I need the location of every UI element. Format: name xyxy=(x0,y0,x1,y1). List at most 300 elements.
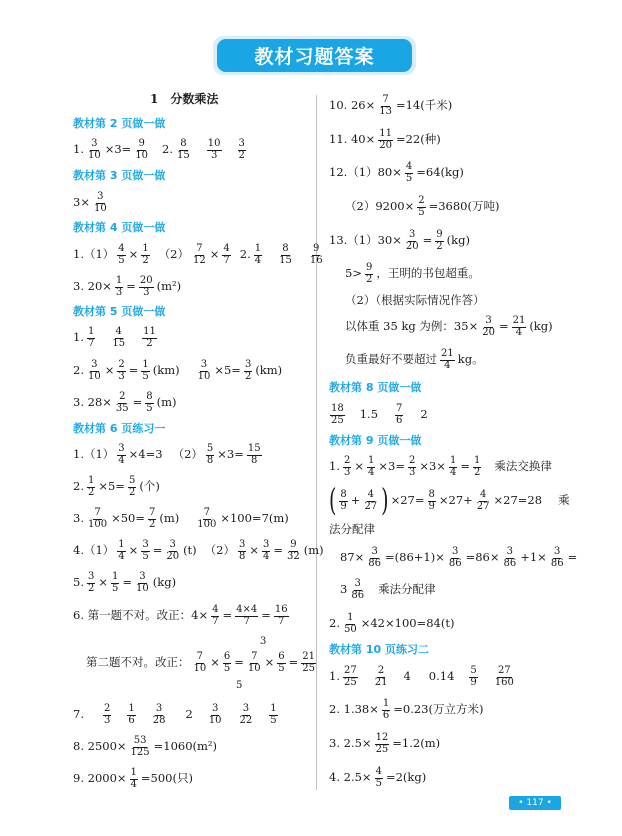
text-run: × xyxy=(354,459,364,474)
denominator: 2 xyxy=(146,337,153,349)
numerator: 20 xyxy=(139,275,153,286)
text-run: (km) xyxy=(152,363,180,378)
numerator: 3 xyxy=(155,703,163,714)
text-run: =64(kg) xyxy=(416,165,464,180)
text-run: =3680(万吨) xyxy=(428,199,500,214)
fraction xyxy=(503,547,518,569)
text-run: ×3= xyxy=(104,142,132,157)
numerator: 53 xyxy=(133,735,147,746)
text-run: 7. xyxy=(73,707,84,722)
text-run: × xyxy=(128,247,139,262)
text-run: ×5= xyxy=(98,479,125,494)
text-run: = xyxy=(222,608,233,623)
denominator: 22 xyxy=(239,714,253,726)
text-run: 3 xyxy=(340,582,348,597)
numerator: 4 xyxy=(375,766,382,777)
answer-line xyxy=(340,546,577,570)
text-run: 3. 20× xyxy=(73,279,112,294)
numerator: 4 xyxy=(115,326,122,337)
text-run: (m²) xyxy=(156,279,182,294)
denominator: 15 xyxy=(177,149,190,161)
numerator: 4 xyxy=(367,489,374,500)
numerator: 1 xyxy=(254,243,262,254)
numerator: 3 xyxy=(354,578,361,589)
text-run: 5> xyxy=(345,266,362,281)
fraction xyxy=(550,547,565,569)
fraction xyxy=(247,444,262,466)
text-run: = xyxy=(152,543,163,558)
numerator: 5 xyxy=(470,665,477,676)
fraction xyxy=(115,276,123,298)
numerator: 1 xyxy=(87,475,95,486)
text-run: (m) xyxy=(156,395,177,410)
numerator: 1 xyxy=(142,243,149,254)
fraction xyxy=(262,540,270,562)
numerator: 7 xyxy=(396,403,403,414)
denominator: 3 xyxy=(408,466,416,478)
answer-line xyxy=(329,94,452,118)
fraction xyxy=(87,139,102,161)
numerator: 9 xyxy=(436,229,443,240)
answer-line: （2）（根据实际情况作答） xyxy=(345,293,485,308)
stray-digit: 3 xyxy=(260,636,267,647)
numerator: 1 xyxy=(347,612,354,623)
text-run: 2 xyxy=(185,707,193,722)
fraction xyxy=(494,666,515,688)
text-run: + xyxy=(350,493,361,508)
fraction xyxy=(339,490,347,512)
numerator: 4 xyxy=(223,243,230,254)
text-run: 8. 2500× xyxy=(73,739,127,754)
fraction xyxy=(127,704,135,726)
answer-line xyxy=(329,229,470,253)
numerator: 2 xyxy=(408,455,416,466)
numerator: 18 xyxy=(331,403,344,414)
text-run: (m) xyxy=(159,511,180,526)
text-run: = xyxy=(273,543,284,558)
fraction xyxy=(152,704,167,726)
text-run: ×50= xyxy=(111,511,145,526)
text-run: = xyxy=(460,459,470,474)
denominator: 9 xyxy=(340,500,347,512)
numerator: 9 xyxy=(313,243,320,254)
fraction xyxy=(87,572,95,594)
denominator: 3 xyxy=(103,714,111,726)
fraction xyxy=(440,349,455,371)
numerator: 1 xyxy=(115,275,123,286)
denominator: 8 xyxy=(251,454,258,466)
numerator: 4 xyxy=(118,243,125,254)
text-run: 2. xyxy=(162,142,174,157)
numerator: 3 xyxy=(139,571,146,582)
text-run: × xyxy=(98,575,108,590)
text-run: 0.14 xyxy=(428,669,455,684)
section-heading: 教材第 4 页做一做 xyxy=(73,221,166,234)
denominator: 8 xyxy=(239,550,246,562)
text-run: 10. 26× xyxy=(329,98,376,113)
text-run: ×5= xyxy=(214,363,241,378)
denominator: 86 xyxy=(550,557,564,569)
text-run: × xyxy=(104,363,115,378)
fraction xyxy=(196,508,217,530)
numerator: 7 xyxy=(196,651,204,662)
text-run: (m) xyxy=(303,543,324,558)
numerator: 1 xyxy=(142,359,149,370)
denominator: 25 xyxy=(331,414,344,426)
fraction xyxy=(117,360,125,382)
fraction xyxy=(128,476,136,498)
numerator: 27 xyxy=(497,665,511,676)
text-run: 2. 1.38× xyxy=(329,702,379,717)
chapter-title: 1 分数乘法 xyxy=(150,92,219,106)
fraction xyxy=(254,244,262,266)
denominator: 3 xyxy=(343,466,351,478)
text-run: +1× xyxy=(520,550,547,565)
text-run: 3. xyxy=(73,511,84,526)
numerator: 1 xyxy=(118,539,125,550)
text-run: ×4=3 xyxy=(128,447,163,462)
stray-digit: 5 xyxy=(236,680,243,691)
answer-line xyxy=(73,359,282,383)
denominator: 2 xyxy=(238,149,245,161)
numerator: 21 xyxy=(302,651,316,662)
fraction xyxy=(350,579,365,601)
numerator: 4 xyxy=(405,161,413,172)
text-run: 3. 2.5× xyxy=(329,736,372,751)
denominator: 6 xyxy=(382,709,390,721)
answer-line xyxy=(73,703,279,727)
answer-line xyxy=(345,195,499,219)
denominator: 7 xyxy=(212,615,219,627)
answer-line xyxy=(329,665,516,689)
text-run: 1.（1） xyxy=(73,447,115,462)
fraction xyxy=(417,196,425,218)
answer-line xyxy=(73,571,176,595)
fraction xyxy=(193,652,208,674)
answer-line xyxy=(73,475,160,499)
numerator: 2 xyxy=(119,391,126,402)
text-run: 乘 xyxy=(558,493,570,508)
fraction xyxy=(278,244,293,266)
denominator: 16 xyxy=(309,254,323,266)
answer-line xyxy=(73,443,263,467)
section-heading: 教材第 9 页做一做 xyxy=(329,434,422,447)
numerator: 4 xyxy=(479,489,487,500)
answer-line xyxy=(329,403,428,427)
fraction xyxy=(301,652,316,674)
fraction xyxy=(206,444,214,466)
denominator: 12 xyxy=(193,254,206,266)
fraction xyxy=(142,327,157,349)
fraction xyxy=(111,572,119,594)
fraction xyxy=(93,192,108,214)
fraction xyxy=(223,652,231,674)
fraction xyxy=(135,572,150,594)
section-heading: 教材第 6 页练习一 xyxy=(73,422,166,435)
text-run: =86× xyxy=(465,550,500,565)
numerator: 5 xyxy=(206,443,214,454)
denominator: 2 xyxy=(87,582,95,594)
text-run: 乘法分配律 xyxy=(378,582,436,597)
answer-line xyxy=(329,482,570,518)
numerator: 8 xyxy=(340,489,347,500)
answer-line xyxy=(329,161,464,185)
numerator: 2 xyxy=(377,665,385,676)
fraction xyxy=(374,666,389,688)
page-number: • 117 • xyxy=(509,796,561,810)
text-run: ×100=7(m) xyxy=(220,511,289,526)
denominator: 5 xyxy=(142,370,149,382)
fraction xyxy=(365,263,373,285)
text-run: 12.（1）80× xyxy=(329,165,402,180)
denominator: 2 xyxy=(148,518,156,530)
text-run: （2）9200× xyxy=(345,199,415,214)
denominator: 4 xyxy=(254,254,262,266)
section-heading: 教材第 2 页做一做 xyxy=(73,117,166,130)
denominator: 20 xyxy=(405,240,419,252)
fraction xyxy=(330,404,345,426)
text-run: ) xyxy=(381,482,389,518)
denominator: 10 xyxy=(93,202,107,214)
numerator: 7 xyxy=(251,651,258,662)
denominator: 10 xyxy=(136,582,149,594)
fraction xyxy=(367,547,382,569)
fraction xyxy=(117,540,125,562)
denominator: 9 xyxy=(470,676,477,688)
fraction xyxy=(141,244,149,266)
fraction xyxy=(405,230,420,252)
numerator: 3 xyxy=(371,546,378,557)
answer-line xyxy=(73,191,109,215)
text-run: (kg) xyxy=(152,575,177,590)
denominator: 8 xyxy=(206,454,214,466)
fraction xyxy=(208,704,223,726)
text-run: × xyxy=(264,655,275,670)
fraction xyxy=(197,360,212,382)
numerator: 1 xyxy=(270,703,277,714)
denominator: 13 xyxy=(379,105,392,117)
denominator: 4 xyxy=(444,359,451,371)
fraction xyxy=(473,456,481,478)
numerator: 1 xyxy=(112,571,119,582)
text-run: =22(种) xyxy=(395,132,441,147)
numerator: 8 xyxy=(146,391,153,402)
numerator: 1 xyxy=(473,455,481,466)
fraction xyxy=(375,767,383,789)
denominator: 25 xyxy=(343,676,357,688)
fraction xyxy=(277,652,285,674)
text-run: ×3= xyxy=(378,459,405,474)
fraction xyxy=(176,139,191,161)
fraction xyxy=(111,327,126,349)
text-run: 87× xyxy=(340,550,365,565)
numerator: 1 xyxy=(449,455,457,466)
answer-line: 法分配律 xyxy=(329,522,375,537)
text-run: 4.（1） xyxy=(73,543,115,558)
denominator: 32 xyxy=(287,550,300,562)
denominator: 20 xyxy=(166,550,180,562)
fraction xyxy=(238,139,246,161)
denominator: 125 xyxy=(130,746,150,758)
text-run: 1. xyxy=(329,459,340,474)
text-run: × xyxy=(249,543,260,558)
numerator: 3 xyxy=(485,315,492,326)
denominator: 7 xyxy=(243,615,250,627)
fraction xyxy=(87,476,95,498)
numerator: 3 xyxy=(409,229,416,240)
answer-line xyxy=(329,732,440,756)
fraction xyxy=(134,139,149,161)
denominator: 21 xyxy=(374,676,388,688)
text-run: 1.5 xyxy=(359,407,379,422)
fraction xyxy=(165,540,180,562)
answer-line xyxy=(73,767,193,791)
numerator: 1 xyxy=(368,455,375,466)
denominator: 27 xyxy=(476,500,490,512)
fraction xyxy=(103,704,111,726)
fraction xyxy=(378,95,393,117)
denominator: 86 xyxy=(368,557,382,569)
denominator: 5 xyxy=(418,206,425,218)
fraction xyxy=(428,490,436,512)
numerator: 3 xyxy=(169,539,176,550)
text-run: 乘法交换律 xyxy=(494,459,552,474)
denominator: 100 xyxy=(197,518,217,530)
fraction xyxy=(378,129,393,151)
fraction xyxy=(145,392,153,414)
denominator: 4 xyxy=(263,550,270,562)
numerator: 3 xyxy=(200,359,208,370)
answer-line xyxy=(73,138,247,162)
text-run: ，王明的书包超重。 xyxy=(376,266,480,281)
numerator: 7 xyxy=(148,507,156,518)
denominator: 3 xyxy=(115,286,123,298)
text-run: （2） xyxy=(158,247,190,262)
numerator: 4 xyxy=(212,604,219,615)
text-run: 以体重 35 kg 为例：35× xyxy=(345,319,479,334)
text-run: = xyxy=(422,233,433,248)
numerator: 3 xyxy=(506,546,514,557)
text-run: 2. xyxy=(73,363,84,378)
text-run: = xyxy=(128,363,139,378)
answer-line xyxy=(73,507,289,531)
text-run: ×27+ xyxy=(438,493,473,508)
answer-line xyxy=(329,766,426,790)
numerator: 8 xyxy=(428,489,435,500)
section-heading: 教材第 8 页做一做 xyxy=(329,381,422,394)
text-run: = xyxy=(261,608,271,623)
fraction xyxy=(512,316,527,338)
fraction xyxy=(238,540,246,562)
numerator: 7 xyxy=(203,507,210,518)
denominator: 4 xyxy=(515,326,523,338)
denominator: 86 xyxy=(351,589,365,601)
numerator: 1 xyxy=(87,326,95,337)
numerator: 15 xyxy=(247,443,261,454)
numerator: 11 xyxy=(143,326,156,337)
denominator: 27 xyxy=(364,500,378,512)
denominator: 5 xyxy=(118,254,125,266)
answer-line xyxy=(73,326,158,350)
numerator: 7 xyxy=(196,243,203,254)
text-run: 3. 28× xyxy=(73,395,112,410)
text-run: 6. 第一题不对。改正：4× xyxy=(73,608,209,623)
fraction xyxy=(222,244,230,266)
fraction xyxy=(481,316,496,338)
answer-line xyxy=(345,315,553,339)
fraction xyxy=(382,699,390,721)
text-run: 2. xyxy=(239,247,251,262)
fraction xyxy=(130,736,151,758)
fraction xyxy=(207,139,222,161)
text-run: (kg) xyxy=(529,319,553,334)
answer-line xyxy=(345,262,480,286)
denominator: 7 xyxy=(223,254,230,266)
answer-line xyxy=(86,651,317,675)
fraction xyxy=(408,456,416,478)
text-run: (kg) xyxy=(446,233,470,248)
text-run: ×27= xyxy=(390,493,425,508)
numerator: 2 xyxy=(103,703,111,714)
numerator: 7 xyxy=(94,507,101,518)
denominator: 10 xyxy=(135,149,149,161)
fraction xyxy=(87,327,95,349)
numerator: 4×4 xyxy=(236,604,258,615)
text-run: = xyxy=(288,655,299,670)
text-run: ×3× xyxy=(419,459,446,474)
denominator: 5 xyxy=(405,172,413,184)
numerator: 3 xyxy=(239,539,246,550)
fraction xyxy=(117,444,125,466)
text-run: ( xyxy=(329,482,337,518)
numerator: 3 xyxy=(142,539,149,550)
fraction xyxy=(448,547,463,569)
text-run: =14(千米) xyxy=(395,98,453,113)
numerator: 3 xyxy=(211,703,219,714)
fraction xyxy=(375,733,390,755)
text-run: 负重最好不要超过 xyxy=(345,352,437,367)
fraction xyxy=(244,360,252,382)
numerator: 5 xyxy=(128,475,136,486)
numerator: 27 xyxy=(343,665,357,676)
denominator: 86 xyxy=(448,557,462,569)
fraction xyxy=(286,540,301,562)
answer-line xyxy=(329,128,441,152)
denominator: 6 xyxy=(128,714,135,726)
denominator: 15 xyxy=(112,337,126,349)
numerator: 9 xyxy=(138,138,145,149)
fraction xyxy=(476,490,491,512)
denominator: 4 xyxy=(368,466,375,478)
text-run: 第二题不对。改正： xyxy=(86,655,190,670)
text-run: 1. xyxy=(329,669,340,684)
text-run: × xyxy=(209,247,220,262)
numerator: 8 xyxy=(180,138,187,149)
denominator: 25 xyxy=(302,662,316,674)
denominator: 2 xyxy=(87,486,95,498)
text-run: = xyxy=(132,395,143,410)
fraction xyxy=(211,605,219,627)
column-divider xyxy=(316,95,317,790)
denominator: 10 xyxy=(193,662,207,674)
numerator: 21 xyxy=(441,348,454,359)
fraction xyxy=(239,704,254,726)
denominator: 3 xyxy=(118,370,125,382)
numerator: 2 xyxy=(343,455,351,466)
section-heading: 教材第 3 页做一做 xyxy=(73,169,166,182)
denominator: 3 xyxy=(143,286,150,298)
text-run: 5. xyxy=(73,575,84,590)
